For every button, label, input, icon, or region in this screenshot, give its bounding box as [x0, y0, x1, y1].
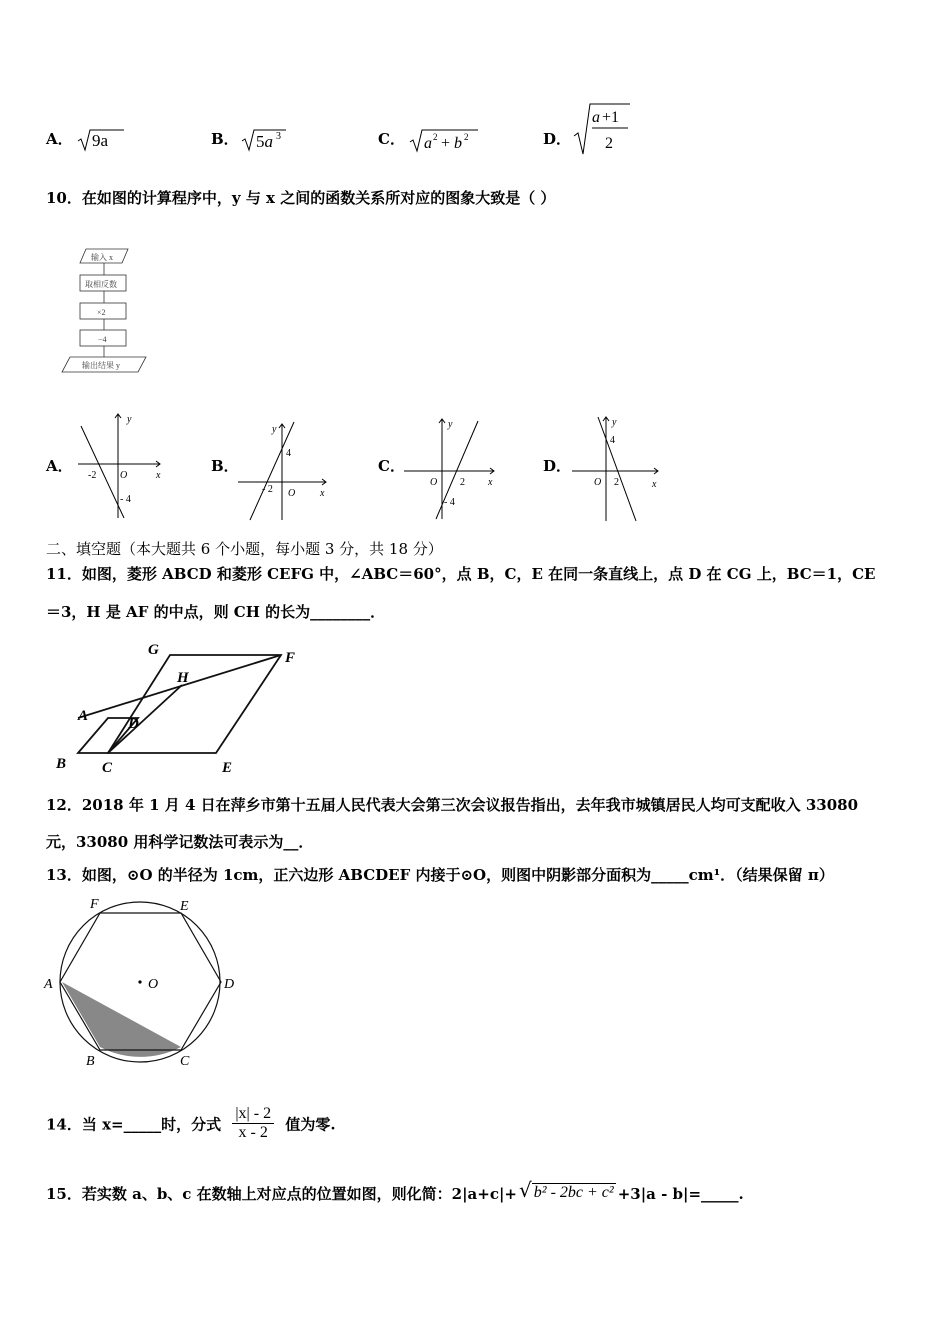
flow-minus4: −4	[98, 335, 107, 344]
q9-option-b-label: B．	[211, 130, 239, 148]
svg-text:H: H	[177, 670, 189, 686]
q10-graph-a	[76, 410, 166, 522]
svg-text:x: x	[320, 488, 325, 499]
svg-text:y: y	[272, 424, 277, 435]
svg-text:F: F	[90, 897, 99, 912]
svg-text:3: 3	[276, 131, 281, 142]
svg-text:a: a	[424, 135, 432, 152]
q11-figure	[50, 638, 310, 778]
flow-input: 输入 x	[91, 253, 113, 262]
section-2-heading: 二、填空题（本大题共 6 个小题，每小题 3 分，共 18 分）	[46, 540, 443, 558]
q10-option-d-label: D．	[543, 457, 572, 475]
svg-text:x: x	[156, 470, 161, 481]
svg-text:x: x	[488, 477, 493, 488]
q9-option-c-label: C．	[378, 130, 405, 148]
flow-output: 输出结果 y	[82, 361, 120, 370]
svg-text:2: 2	[464, 132, 469, 142]
svg-text:-2: -2	[88, 470, 97, 481]
svg-text:F: F	[285, 650, 296, 666]
svg-text:O: O	[288, 488, 296, 499]
svg-text:4: 4	[610, 435, 615, 446]
q14-fraction: $\frac{|x| - 2}{x - 2}$	[232, 1105, 274, 1142]
q15-text: 15．若实数 a、b、c 在数轴上对应点的位置如图，则化简：2|a+c|+ √ b² - 2bc + c² +3|a - b|=_____.	[46, 1178, 744, 1203]
flow-times2: ×2	[97, 308, 106, 317]
q9-option-a-expr	[76, 126, 126, 152]
svg-text:A: A	[78, 708, 89, 724]
svg-text:2: 2	[460, 477, 465, 488]
svg-text:C: C	[180, 1054, 190, 1069]
svg-text:B: B	[86, 1054, 95, 1069]
q9-option-c-expr	[408, 124, 480, 154]
svg-text:A: A	[44, 977, 53, 992]
svg-text:a: a	[592, 109, 600, 126]
svg-text:- 4: - 4	[120, 494, 131, 505]
svg-text:D: D	[224, 977, 235, 992]
svg-text:O: O	[148, 977, 159, 992]
q9-option-d-label: D．	[543, 130, 572, 148]
q14-text: 14．当 x=_____时，分式 $\frac{|x| - 2}{x - 2}$ 值为零.	[46, 1105, 336, 1141]
svg-text:O: O	[594, 477, 602, 488]
q10-option-c-label: C．	[378, 457, 405, 475]
q12-line1: 12．2018 年 1 月 4 日在萍乡市第十五届人民代表大会第三次会议报告指出，去年我市城镇居民人均可支配收入 33080	[46, 796, 859, 814]
svg-text:2: 2	[433, 132, 438, 142]
svg-text:4: 4	[286, 448, 291, 459]
svg-text:- 4: - 4	[444, 497, 455, 508]
svg-text:+: +	[441, 135, 451, 152]
q10-flowchart	[58, 243, 154, 378]
svg-text:+1: +1	[602, 109, 620, 126]
q13-figure	[40, 892, 245, 1072]
svg-text:E: E	[222, 760, 233, 776]
svg-text:b: b	[454, 135, 462, 152]
q10-graph-d	[570, 413, 666, 523]
svg-text:E: E	[180, 899, 189, 914]
svg-text:O: O	[430, 477, 438, 488]
q10-graph-c	[402, 415, 498, 521]
svg-text:C: C	[102, 760, 113, 776]
q15-sqrt: √ b² - 2bc + c²	[519, 1178, 614, 1202]
svg-text:O: O	[120, 470, 128, 481]
q9-option-d-expr	[572, 100, 632, 156]
flow-negate: 取相反数	[85, 280, 117, 289]
svg-text:2: 2	[614, 477, 619, 488]
svg-text:y: y	[127, 414, 132, 425]
q11-line1: 11．如图，菱形 ABCD 和菱形 CEFG 中，∠ABC＝60°，点 B，C，E 在同一条直线上，点 D 在 CG 上，BC＝1，CE	[46, 565, 876, 583]
svg-text:D: D	[128, 716, 139, 732]
svg-text:G: G	[148, 642, 159, 658]
svg-text:2: 2	[605, 135, 613, 152]
q10-graph-b	[236, 420, 332, 524]
svg-text:x: x	[652, 479, 657, 490]
q13-text: 13．如图，⊙O 的半径为 1cm，正六边形 ABCDEF 内接于⊙O，则图中阴影部分面积为_____cm¹．（结果保留 π）	[46, 866, 834, 884]
q9-option-b-expr	[240, 124, 290, 152]
q10-text: 10．在如图的计算程序中，y 与 x 之间的函数关系所对应的图象大致是（ ）	[46, 189, 556, 207]
q12-line2: 元，33080 用科学记数法可表示为__．	[46, 833, 314, 851]
q10-option-a-label: A．	[46, 457, 73, 475]
svg-text:y: y	[448, 419, 453, 430]
q10-option-b-label: B．	[211, 457, 239, 475]
svg-text:5a: 5a	[256, 132, 273, 151]
svg-text:B: B	[56, 756, 67, 772]
svg-text:y: y	[612, 417, 617, 428]
svg-text:- 2: - 2	[262, 484, 273, 495]
svg-text:9a: 9a	[92, 131, 109, 150]
q11-line2: ＝3，H 是 AF 的中点，则 CH 的长为________．	[46, 603, 386, 621]
q9-option-a-label: A．	[46, 130, 73, 148]
